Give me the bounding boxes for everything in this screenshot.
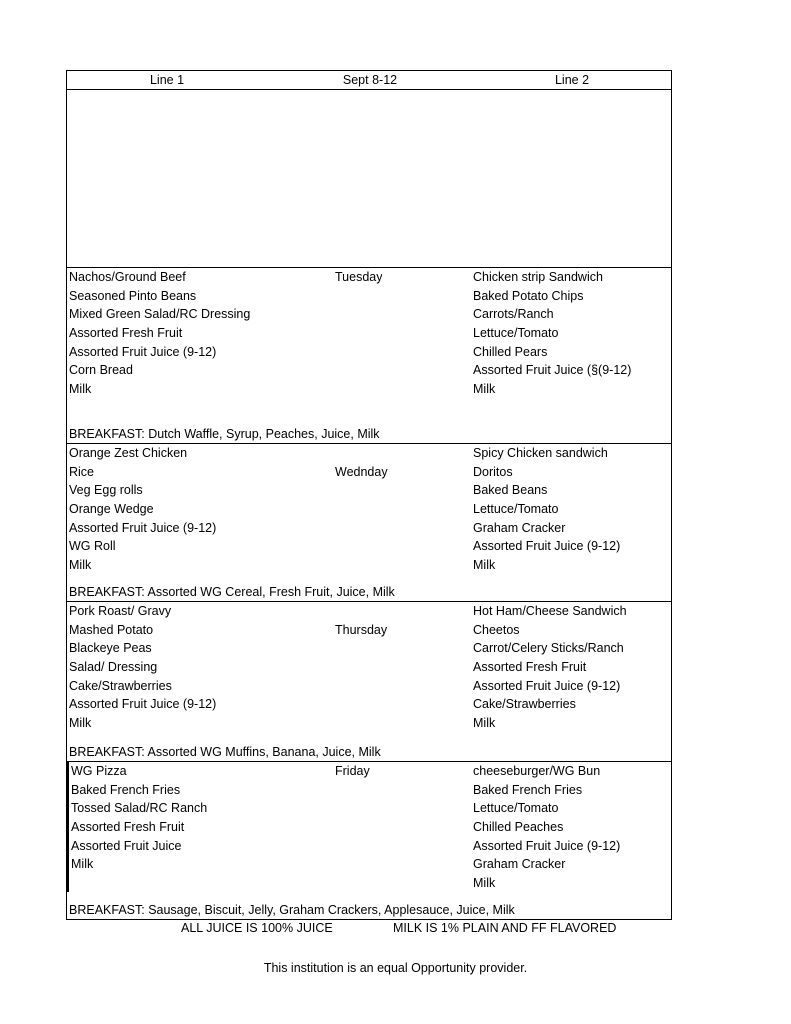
menu-item: Milk xyxy=(473,716,496,731)
menu-item: Cake/Strawberries xyxy=(473,697,576,712)
line1-items xyxy=(69,268,329,399)
menu-item: Assorted Fruit Juice (9-12) xyxy=(69,344,217,359)
menu-item: Graham Cracker xyxy=(473,520,566,535)
line2-items xyxy=(473,762,671,893)
menu-item: Baked Beans xyxy=(473,483,548,498)
menu-item: Salad/ Dressing xyxy=(69,660,158,675)
menu-item: Rice xyxy=(69,464,95,479)
menu-item: Pork Roast/ Gravy xyxy=(69,604,172,618)
menu-item: Milk xyxy=(473,558,496,573)
menu-item: Graham Cracker xyxy=(473,857,566,872)
day-label: Thursday xyxy=(335,622,388,637)
menu-item: Blackeye Peas xyxy=(69,641,152,656)
menu-item: Doritos xyxy=(473,464,513,479)
menu-item: Milk xyxy=(473,876,496,891)
menu-item: Assorted Fruit Juice (9-12) xyxy=(473,678,621,693)
milk-note: MILK IS 1% PLAIN AND FF FLAVORED xyxy=(393,921,617,935)
line1-items xyxy=(69,602,329,733)
table-header xyxy=(67,71,671,90)
menu-item: Hot Ham/Cheese Sandwich xyxy=(473,604,627,618)
menu-item: Milk xyxy=(69,716,92,731)
menu-item: Assorted Fresh Fruit xyxy=(69,326,183,341)
menu-item: Nachos/Ground Beef xyxy=(69,270,186,284)
day-label: Wednday xyxy=(335,464,388,479)
menu-item: Baked French Fries xyxy=(71,782,181,797)
breakfast-line: BREAKFAST: Assorted WG Cereal, Fresh Fruit, Juice, Milk xyxy=(69,585,395,599)
menu-item: Milk xyxy=(473,382,496,397)
menu-item: Assorted Fresh Fruit xyxy=(71,820,185,835)
menu-item: Orange Wedge xyxy=(69,502,154,517)
menu-item: cheeseburger/WG Bun xyxy=(473,764,601,778)
juice-note: ALL JUICE IS 100% JUICE xyxy=(181,921,333,935)
menu-item: Chilled Peaches xyxy=(473,820,564,835)
menu-item: Milk xyxy=(69,558,92,573)
menu-item: WG Pizza xyxy=(71,764,127,778)
menu-item: Corn Bread xyxy=(69,363,133,378)
header-line1: Line 1 xyxy=(149,73,185,87)
menu-item: Lettuce/Tomato xyxy=(473,326,559,341)
blank-area xyxy=(67,90,671,268)
menu-item: Mixed Green Salad/RC Dressing xyxy=(69,307,251,322)
header-week: Sept 8-12 xyxy=(342,73,398,87)
menu-item: Assorted Fruit Juice xyxy=(71,838,182,853)
line1-items xyxy=(67,762,331,892)
line2-items xyxy=(473,602,671,733)
breakfast-line: BREAKFAST: Sausage, Biscuit, Jelly, Graham Crackers, Applesauce, Juice, Milk xyxy=(69,903,515,917)
menu-item: Assorted Fruit Juice (9-12) xyxy=(473,838,621,853)
menu-item: Assorted Fresh Fruit xyxy=(473,660,587,675)
line1-items xyxy=(69,444,329,575)
menu-item: Tossed Salad/RC Ranch xyxy=(71,801,208,816)
menu-item: Assorted Fruit Juice (9-12) xyxy=(473,539,621,554)
equal-opportunity-statement: This institution is an equal Opportunity provider. xyxy=(263,961,528,975)
menu-item: Orange Zest Chicken xyxy=(69,446,188,460)
breakfast-line: BREAKFAST: Assorted WG Muffins, Banana, Juice, Milk xyxy=(69,745,381,759)
day-block-friday xyxy=(67,762,671,919)
day-block-tuesday xyxy=(67,268,671,444)
menu-item: Assorted Fruit Juice (9-12) xyxy=(69,697,217,712)
header-line2: Line 2 xyxy=(554,73,590,87)
footer-notes xyxy=(0,921,791,939)
menu-item: Carrots/Ranch xyxy=(473,307,554,322)
menu-item: Lettuce/Tomato xyxy=(473,801,559,816)
menu-item: Baked French Fries xyxy=(473,782,583,797)
line2-items xyxy=(473,444,671,575)
menu-item: Mashed Potato xyxy=(69,622,154,637)
menu-table xyxy=(66,70,672,920)
menu-item: Milk xyxy=(71,857,94,872)
menu-item: Veg Egg rolls xyxy=(69,483,143,498)
menu-item: Chilled Pears xyxy=(473,344,548,359)
day-block-wednesday xyxy=(67,444,671,602)
menu-item: Baked Potato Chips xyxy=(473,288,584,303)
menu-item: Cake/Strawberries xyxy=(69,678,172,693)
menu-item: Lettuce/Tomato xyxy=(473,502,559,517)
menu-item: Milk xyxy=(69,382,92,397)
menu-item: Carrot/Celery Sticks/Ranch xyxy=(473,641,624,656)
menu-item: Cheetos xyxy=(473,622,520,637)
menu-item: Spicy Chicken sandwich xyxy=(473,446,608,460)
menu-item: Seasoned Pinto Beans xyxy=(69,288,197,303)
line2-items xyxy=(473,268,671,399)
menu-item: Chicken strip Sandwich xyxy=(473,270,603,284)
menu-item: Assorted Fruit Juice (§(9-12) xyxy=(473,363,632,378)
breakfast-line: BREAKFAST: Dutch Waffle, Syrup, Peaches, Juice, Milk xyxy=(69,427,380,441)
menu-item: Assorted Fruit Juice (9-12) xyxy=(69,520,217,535)
day-label: Tuesday xyxy=(335,270,383,284)
day-block-thursday xyxy=(67,602,671,762)
day-label: Friday xyxy=(335,764,370,778)
menu-item: WG Roll xyxy=(69,539,116,554)
